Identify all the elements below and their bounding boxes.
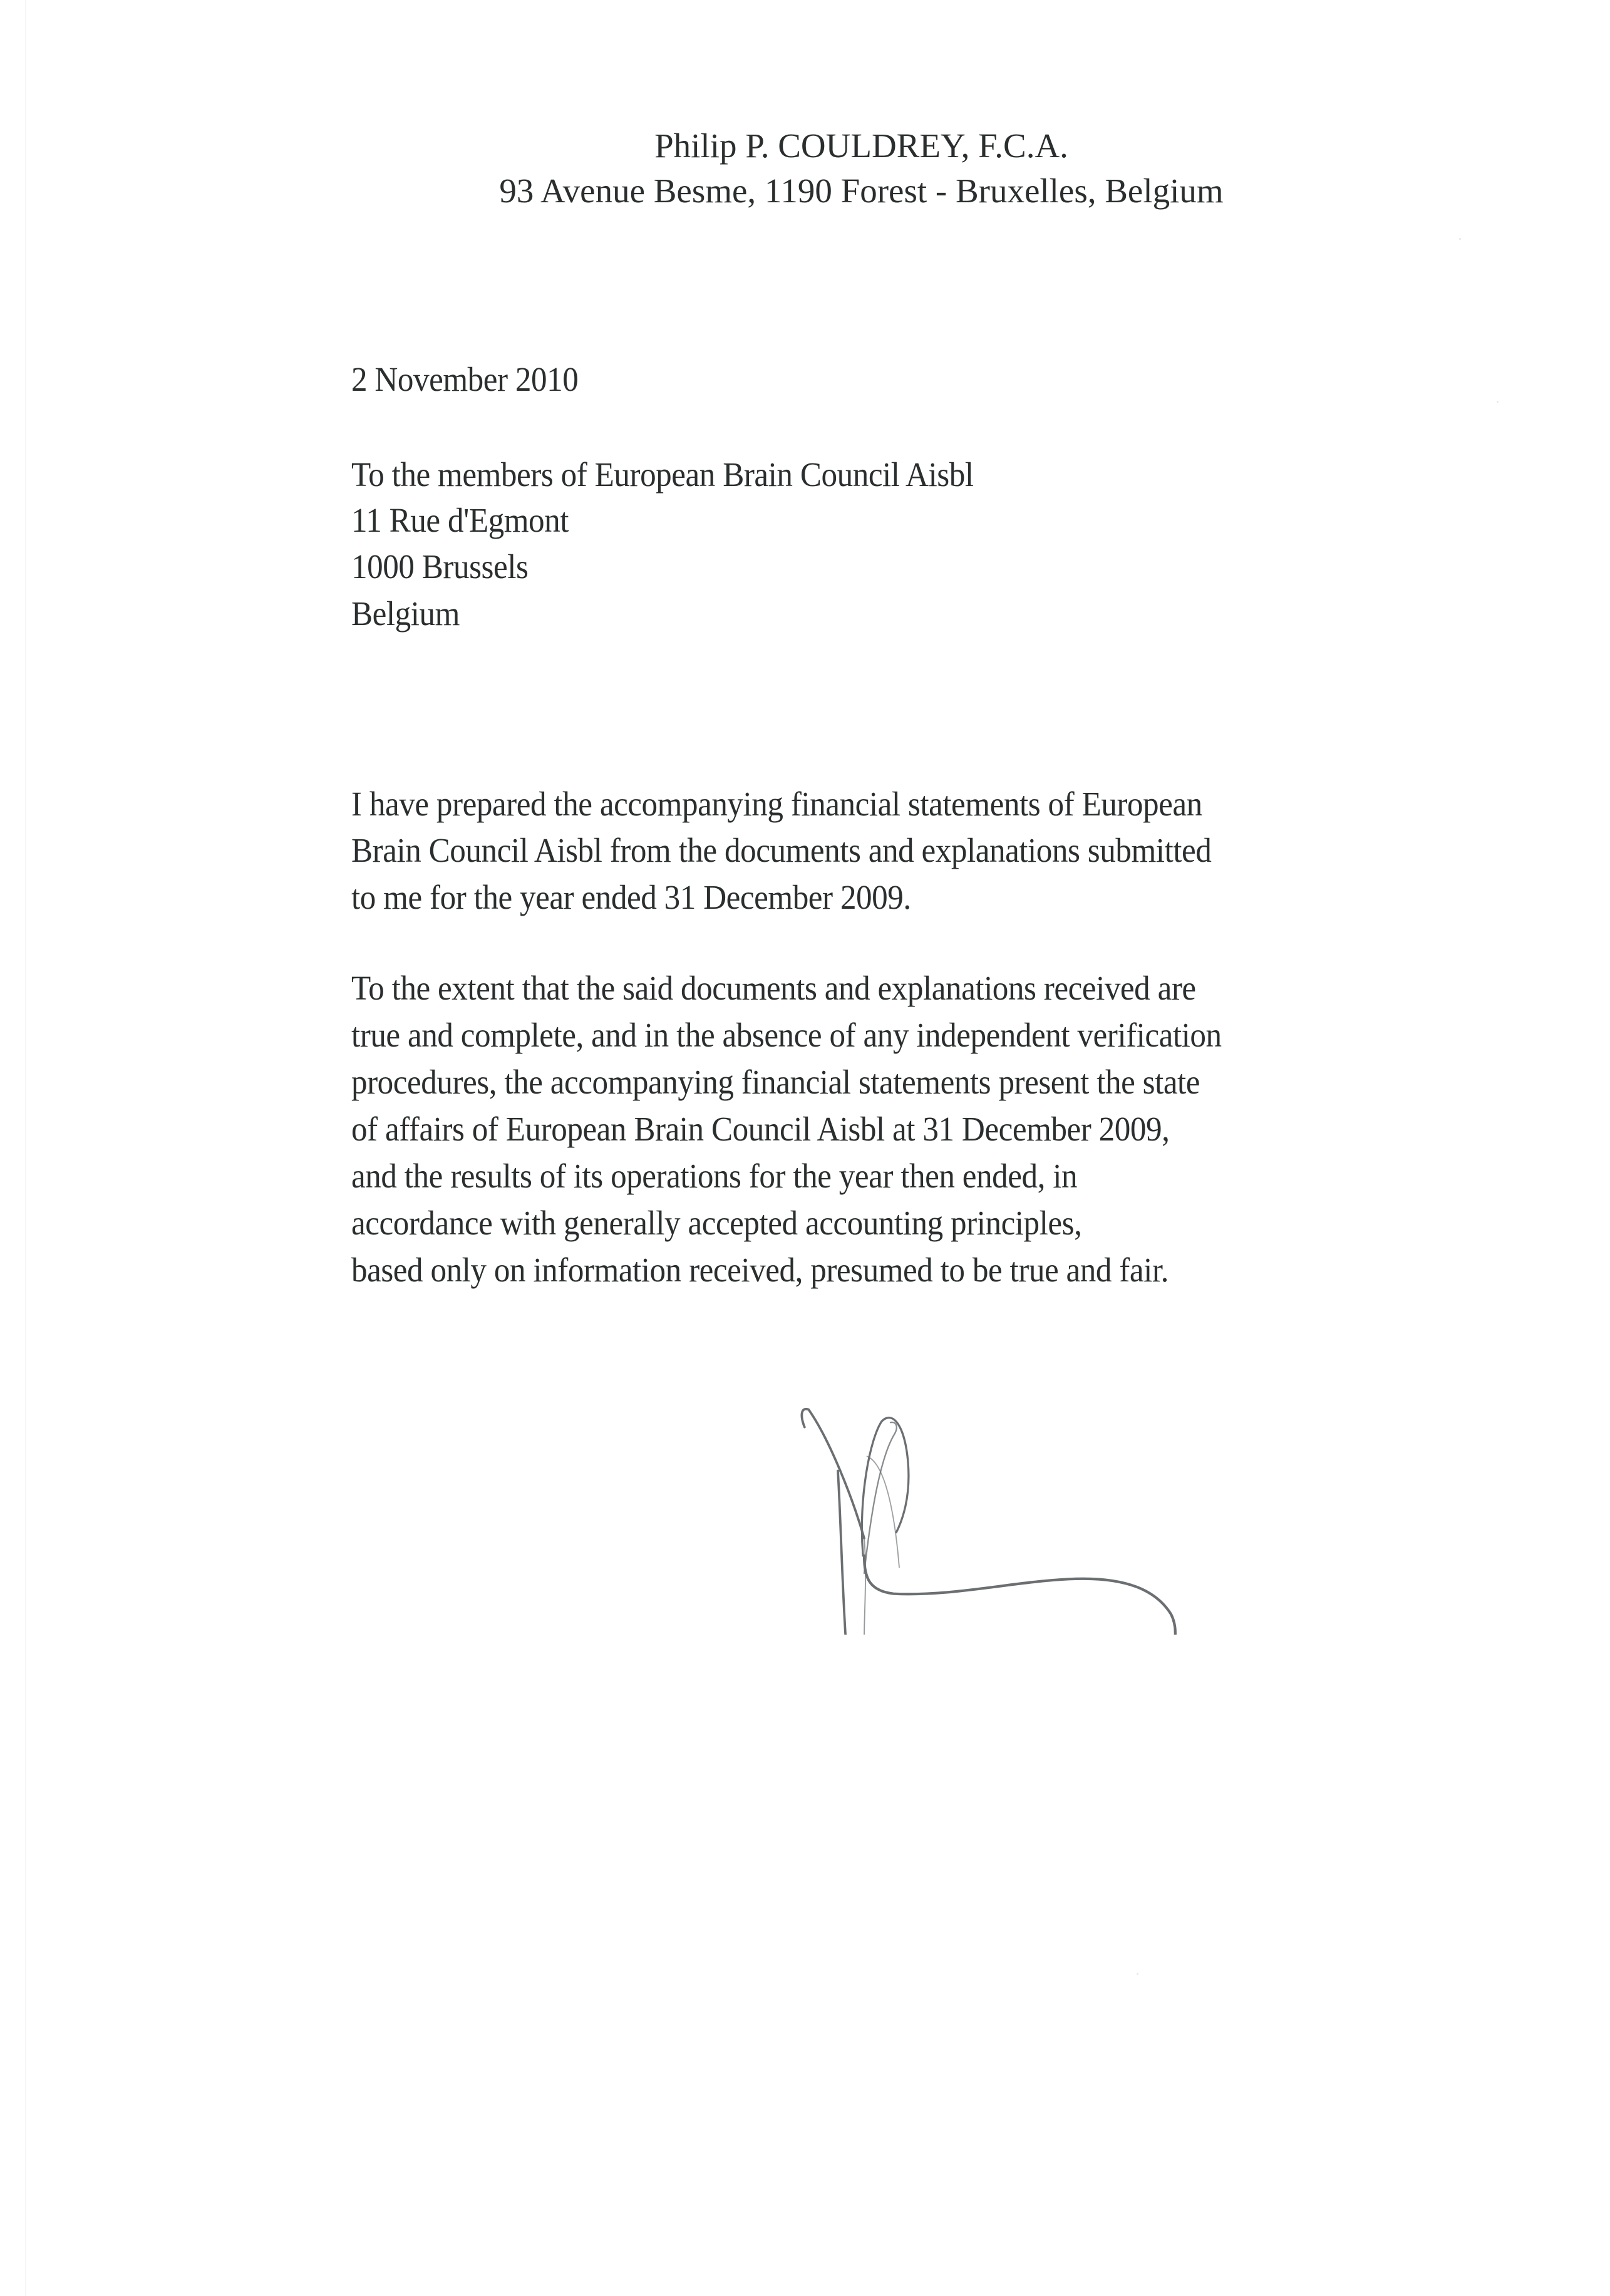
letterhead-address: 93 Avenue Besme, 1190 Forest - Bruxelles, Belgium (499, 172, 1224, 210)
paragraph-line: accordance with generally accepted accounting principles, (351, 1204, 1082, 1242)
paragraph-line: to me for the year ended 31 December 2009. (351, 878, 911, 916)
scan-speck (1497, 401, 1499, 403)
letterhead-name: Philip P. COULDREY, F.C.A. (654, 127, 1068, 165)
scan-speck (1459, 238, 1461, 240)
scan-speck (1137, 1973, 1138, 1975)
paragraph-line: I have prepared the accompanying financial statements of European (351, 785, 1202, 823)
paragraph-line: of affairs of European Brain Council Aisbl at 31 December 2009, (351, 1110, 1170, 1148)
paragraph-line: and the results of its operations for the year then ended, in (351, 1157, 1078, 1195)
letter-date: 2 November 2010 (351, 360, 579, 398)
recipient-line: 11 Rue d'Egmont (351, 501, 569, 539)
signature-icon (777, 1372, 1215, 1635)
paragraph-line: true and complete, and in the absence of any independent verification (351, 1016, 1222, 1054)
paragraph-line: Brain Council Aisbl from the documents and explanations submitted (351, 831, 1212, 869)
scan-edge (25, 0, 26, 2296)
paragraph-line: To the extent that the said documents and explanations received are (351, 969, 1196, 1007)
recipient-line: Belgium (351, 594, 460, 633)
recipient-line: To the members of European Brain Council Aisbl (351, 455, 974, 494)
recipient-line: 1000 Brussels (351, 547, 529, 586)
paragraph-line: based only on information received, presumed to be true and fair. (351, 1251, 1169, 1289)
paragraph-line: procedures, the accompanying financial statements present the state (351, 1063, 1200, 1101)
